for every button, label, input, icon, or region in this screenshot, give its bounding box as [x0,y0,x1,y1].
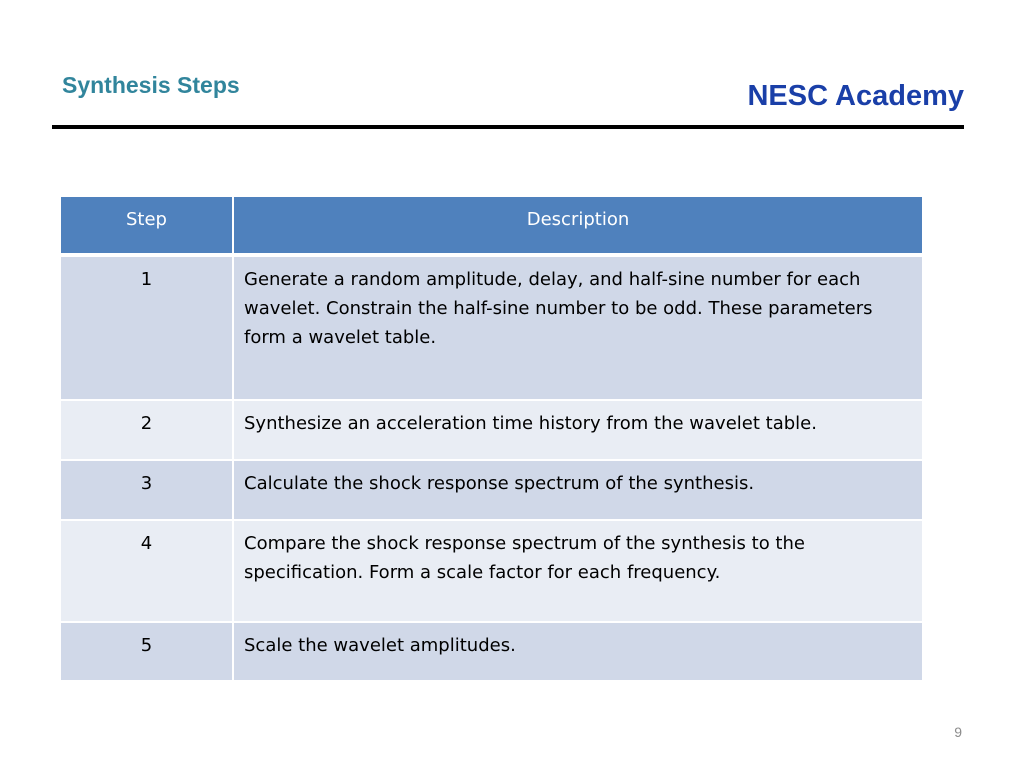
table-row [60,255,923,400]
header-divider [52,125,964,129]
step-number: 3 [60,460,233,520]
step-number: 4 [60,520,233,622]
column-header-step: Step [60,196,233,255]
step-description: Scale the wavelet amplitudes. [233,622,923,681]
table-row [60,622,923,681]
table-row [60,520,923,622]
table-row [60,460,923,520]
slide-title: Synthesis Steps [62,72,240,98]
steps-table [59,195,924,682]
brand-logo-text: NESC Academy [747,80,964,112]
column-header-description: Description [233,196,923,255]
step-number: 2 [60,400,233,460]
page-number: 9 [954,724,962,740]
table-row [60,400,923,460]
step-number: 5 [60,622,233,681]
steps-table-container [59,195,922,682]
step-number: 1 [60,255,233,400]
step-description: Synthesize an acceleration time history from the wavelet table. [233,400,923,460]
table-header-row [60,196,923,255]
step-description: Compare the shock response spectrum of the synthesis to the specification. Form a scale factor for each frequency. [233,520,923,622]
step-description: Generate a random amplitude, delay, and half-sine number for each wavelet. Constrain the half-sine number to be odd. These parameters form a wavelet table. [233,255,923,400]
step-description: Calculate the shock response spectrum of the synthesis. [233,460,923,520]
